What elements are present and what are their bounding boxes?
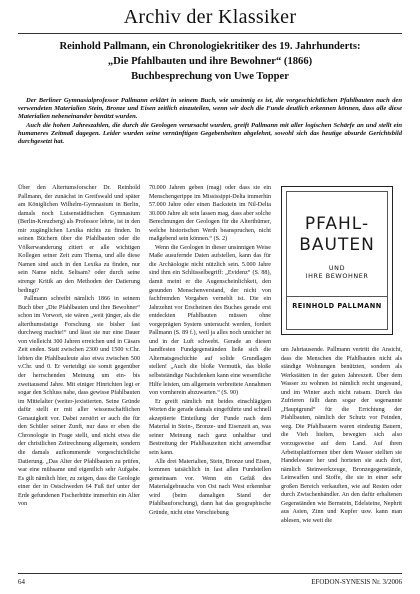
book-cover-title	[287, 214, 387, 256]
journal-issue: EFODON-SYNESIS Nr. 3/2006	[311, 578, 402, 586]
book-cover-author: REINHOLD PALLMANN	[292, 302, 382, 310]
text-column-1	[18, 184, 140, 509]
book-cover-divider	[287, 296, 387, 297]
text-column-2	[149, 184, 271, 517]
body-paragraph: Pallmann schreibt nämlich 1866 in seinem Buch über „Die Pfahlbauten und ihre Bewohner“ schon im Vorwort, sie wären „weit jünger, als die alterthumsüstige Forschung sie bisher fast durchweg machte!“ und lässt sie nur eine Dauer von vielleicht 300 Jahren erreichen und in Cäsars Zeit enden. Statt zwischen 2300 und 1500 v.Chr. lebten die Pfahlbauleute also etwa zwischen 500 v.Chr. und 0. Er verteidigt sie somit gegenüber der herrschenden Meinung um ein- bis zweitausend Jahre. Mit einiger Hinrichten legt er sogar den Schluss nahe, dass gewisse Pfahlbauten im Mittelalter (weiter-)existierten. Seine Gründe dafür stellt er mit aller wissenschaftlichen Genauigkeit vor. Dabei zerstört er auch die für den Schüler seiner Zunft, nur dass er eben die Chronologie in Frage stellt, und nicht etwa die der christlichen Zeitrechnung allgemein, sondern die damals aufkommende vorgeschichtliche Datierung. „Das Alter der Pfahlbauten zu prüfen, war eine mühsame und eigentlich sehr Aufgabe. Es gilt nämlich hier, zu zeigen, dass die Geologie einer der in Ostschweden 64 Fuß tief unter der Erde gefundenen Fischerhütte immerhin ein Alter von	[18, 296, 140, 508]
book-cover-subtitle-line: IHRE BEWOHNER	[305, 272, 369, 280]
article-title-line-2: „Die Pfahlbauten und ihre Bewohner“ (1866)	[107, 56, 313, 67]
book-cover-subtitle	[287, 264, 387, 280]
header-rule	[18, 33, 402, 34]
book-cover-subtitle-line: UND	[328, 264, 346, 272]
footer-rule	[18, 573, 402, 574]
lead-paragraph: Auch die hohen Jahreszahlen, die durch die Geologen verursacht wurden, greift Pallmann mit aller logischen Schärfe an und stellt ein humaneres Zeitmaß dagegen. Leider wurden seine vernünftigen Gegebenheiten abgelehnt, sowohl sich das heutige absurde Gerichtsbild durchgesetzt hat.	[18, 121, 402, 146]
lead-paragraph: Der Berliner Gymnasialprofessor Pallmann erklärt in seinem Buch, wie unsinnig es ist, die vorgeschichtlichen Pfahlbauten nach den verwendeten Materialien Stein, Bronze und Eisen zeitlich einzuteilen, wenn wir doch die Funde deutlich erkennen können, dass alle diese Materialien nebeneinander benützt wurden.	[18, 97, 402, 121]
body-paragraph: um Jahrtausende. Pallmann vertritt die Ansicht, dass die Menschen die Pfahlbauten nicht als ständige Wohnungen benützten, sondern als Werkstätten in der guten Jahreszeit. Über dem Wasser zu wohnen ist nämlich recht ungesund, und im Winter auch nicht ratsam. Durch das Zufrieren fällt dann sogar der sogenannte „Hauptgrund“ für die Errichtung der Pfahlbauten, nämlich der Schutz vor Feinden, weg. Die Pfahlbauern waren eindeutig Bauern, die Vieh hielten, bewegten sich also vorzugsweise auf dem Land. Auf ihren Arbeitsplattformen über dem Wasser stellten sie Handelsware her und horteten sie auch dort, nämlich Steinwerkzeuge, Bronzegegenstände, Leinwaffen und Stoffe, die sie in einer sehr großen Bereich verkauften, wie auf Resten oder durch Zwischenhändler. An den dafür erhaltenen Gegenständen wie Bernstein, Edelsteine, Nephrit aus Asien, Zinn und Kupfer usw. kann man ablesen, wie weit die	[281, 347, 402, 524]
text-column-3	[281, 346, 402, 525]
article-lead	[18, 97, 402, 146]
article-byline: Buchbesprechung von Uwe Topper	[131, 71, 289, 82]
body-paragraph: Über den Altertumsforscher Dr. Reinhold Pallmann, der zunächst in Greifswald und später am Königlichen Wilhelm-Gymnasium in Berlin, damals noch Luisenstädtischen Gymnasium (Berlin-Kreuzberg) als Professor lehrte, ist in den mir zugänglichen Lexika nichts zu finden. In seinen Büchern über die Pfahlbauten oder die Völkerwanderung zitiert er alle wichtigen Kollegen seiner Zeit zum Thema, und alle diese Namen sind auch in den Lexika zu finden, nur sein Name nicht. Seltsam? oder durch seine strenge Kritik an den Methoden der Datierung bedingt?	[18, 185, 140, 294]
body-paragraph: Alle drei Materialien, Stein, Bronze und Eisen, kommen tatsächlich in fast allen Fundstellen gemeinsam vor. Wenn ein Gefäß des Materialgebrauchs von Ost nach West erkennbar wird (beim damaligen Stand der Pfahlbauforschung), dann hat das geographische Gründe, nicht eine Verschiebung	[149, 458, 271, 516]
body-paragraph: 70.000 Jahren geben (mag) oder dass sie ein Menschengerippe im Mississippi-Delta immerhin 57.000 Jahre oder einen Backstein im Nil-Delta 30.000 Jahre alt sein lassen mag, dass aber solche Berechnungen der Geologen für die Alterthümer, welche historischen Werth beanspruchen, nicht maßgebend sein können.“ (S. 2)	[149, 185, 271, 243]
body-paragraph: Er greift nämlich mit beides einschlägigen Worten die gerade damals eingeführte und schnell akzeptierte Einteilung der Funde nach dem Material in Stein-, Bronze- und Eisenzeit an, was seiner Meinung nach ganz unhaltbar und Bestreitung der Pfahlbauzeiten nicht anwendbar sein kann.	[149, 398, 272, 456]
body-paragraph: Wenn die Geologen in dieser unsinnigen Weise Maße ausufernde Daten aufstellen, kann das für die Archäologie nicht nützlich sein. 5.000 Jahre sind ihm ein Schlüsselbegriff: „Evidenz“ (S. 88), damit meint er die Augenscheinlichkeit, den gesunden Menschenverstand, der nicht von fachfremden Vorgaben verneblt ist. Die ein Jahrzehnt vor Erscheinen des Buches gerade erst entdeckten Pfahlbauten müssen ohne vorgeprägten System untersucht werden, fordert Pallmann (S. 89 f.), weil ja alles noch unsicher ist und in der Luft schwebt. Gerade an diesen handfesten Fundgegenständen ließe sich die Alternatsgeschichte auf solide Grundlagen stellen! „Auch die bloße Vermutik, das bloße selbstständige Nachdenken kann eine wesentliche Hilfe leisten, um allgemein verbreitete Annahmen von vornherein abzuwarten.“ (S. 90)	[149, 244, 271, 397]
article-title-line-1: Reinhold Pallmann, ein Chronologiekritiker des 19. Jahrhunderts:	[59, 41, 361, 52]
section-title: Archiv der Klassiker	[123, 6, 297, 28]
book-cover-title-line: BAUTEN	[299, 235, 375, 255]
book-cover-frame	[286, 191, 388, 330]
book-cover-image	[281, 186, 393, 335]
book-cover-title-line: PFAHL-	[304, 214, 370, 234]
page-number: 64	[18, 578, 25, 586]
